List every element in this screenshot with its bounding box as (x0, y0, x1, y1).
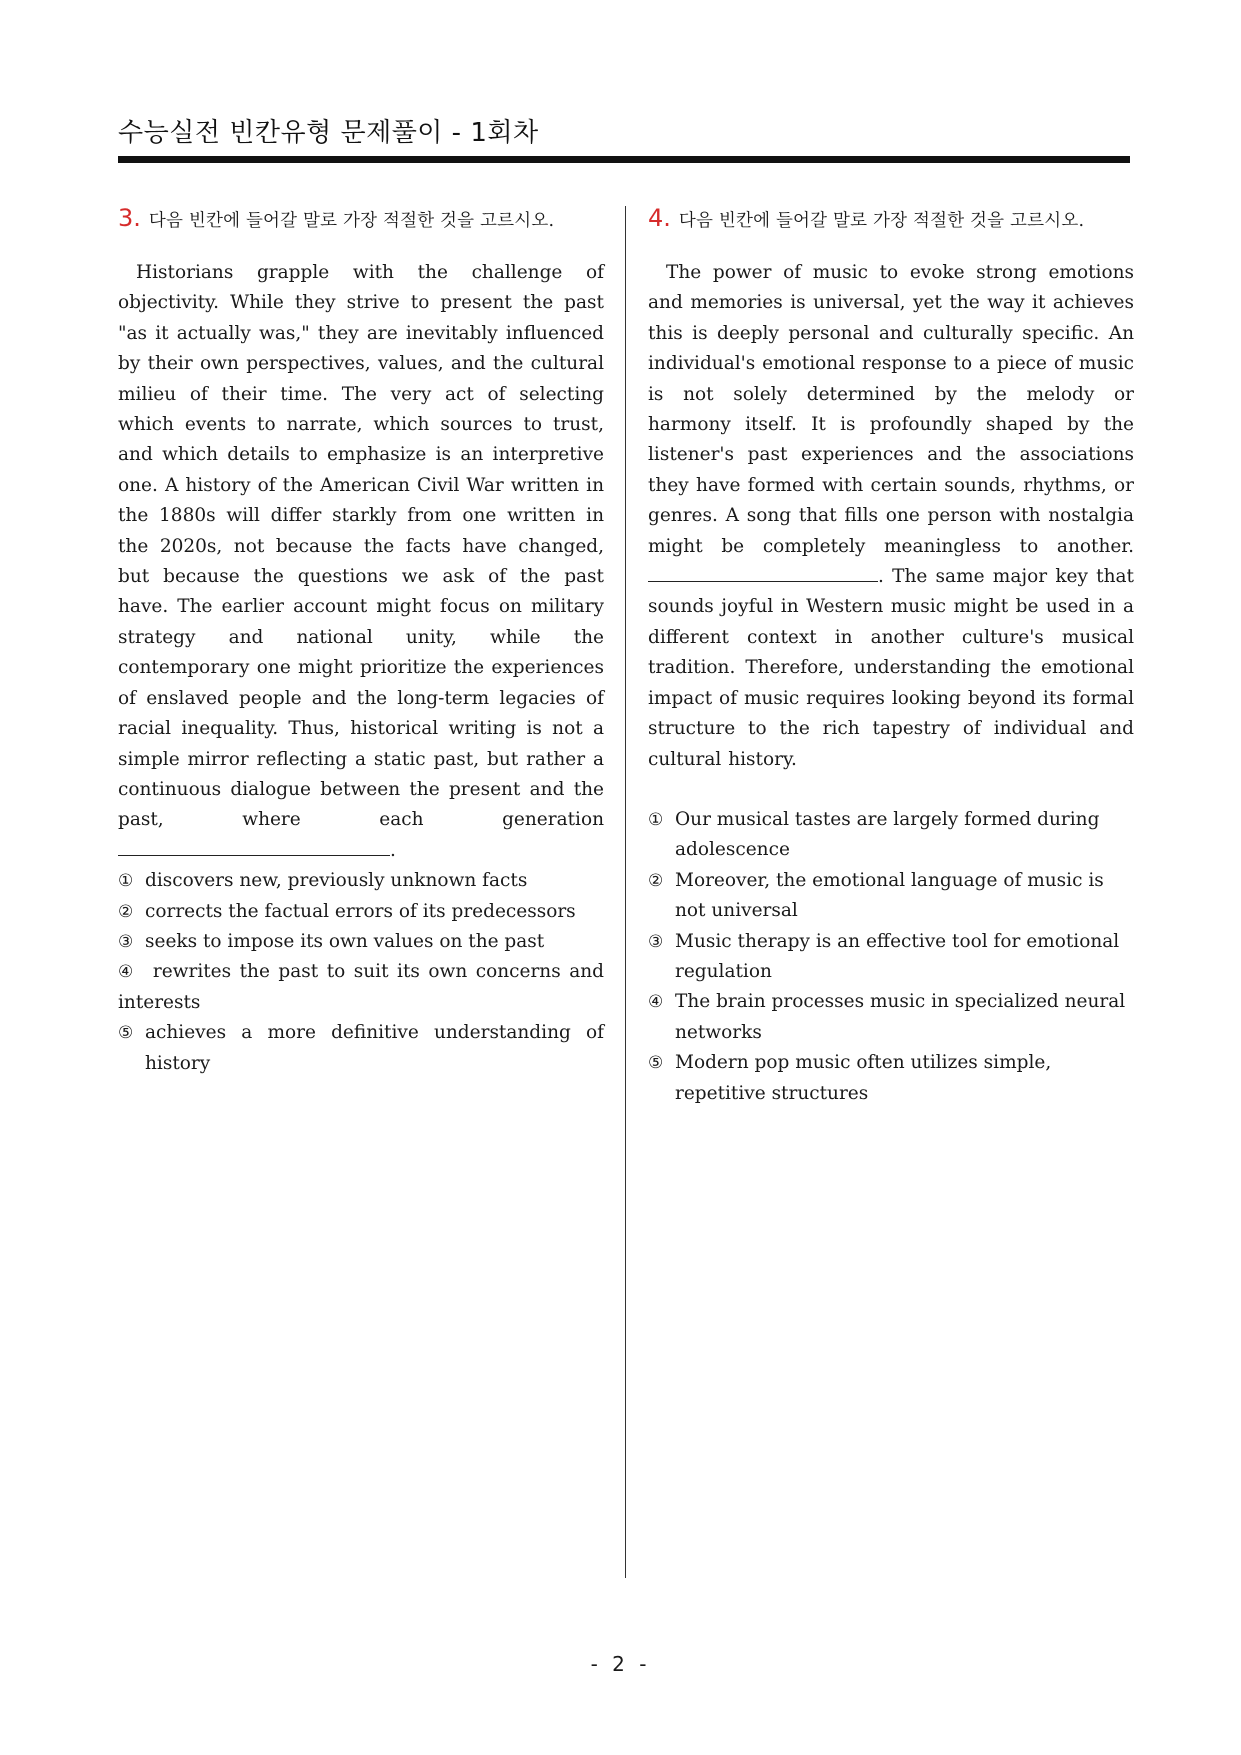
passage (118, 258, 604, 866)
choice-mark: ① (648, 809, 664, 830)
choice-mark: ⑤ (648, 1053, 664, 1074)
choice-text: rewrites the past to suit its own concerns and interests (118, 961, 605, 1013)
choice-text: achieves a more definitive understanding of history (145, 1022, 604, 1074)
passage (648, 258, 1134, 775)
choice-2[interactable] (648, 866, 1134, 927)
question-number: 3. (118, 204, 141, 232)
choice-mark: ④ (648, 992, 664, 1013)
answer-choices (118, 866, 604, 1079)
page-header-title: 수능실전 빈칸유형 문제풀이 - 1회차 (118, 118, 539, 148)
choice-4[interactable] (648, 987, 1134, 1048)
choice-mark: ⑤ (118, 1023, 134, 1044)
choice-text: The brain processes music in specialized neural networks (675, 991, 1126, 1043)
choice-text: Music therapy is an effective tool for emotional regulation (675, 930, 1120, 982)
choice-mark: ② (648, 870, 664, 891)
choice-5[interactable] (648, 1048, 1134, 1109)
passage-text: Historians grapple with the challenge of objectivity. While they strive to present the past "as it actually was," they are inevitably influenced by their own perspectives, values, and the cultural milieu of their time. The very act of selecting which events to narrate, which sources to trust, and which details to emphasize is an interpretive one. A history of the American Civil War written in the 1880s will differ starkly from one written in the 2020s, not because the facts have changed, but because the questions we ask of the past have. The earlier account might focus on military strategy and national unity, while the contemporary one might prioritize the experiences of enslaved people and the long-term legacies of racial inequality. Thus, historical writing is not a simple mirror reflecting a static past, but rather a continuous dialogue between the present and the past, where each generation (118, 262, 604, 831)
choice-1[interactable] (118, 866, 604, 896)
choice-1[interactable] (648, 805, 1134, 866)
answer-choices (648, 805, 1134, 1109)
answer-blank (648, 563, 878, 582)
question-number: 4. (648, 204, 671, 232)
choice-mark: ③ (118, 931, 134, 952)
page-number: - 2 - (590, 1652, 651, 1676)
choice-4[interactable] (118, 957, 604, 1018)
column-divider (625, 206, 626, 1578)
question-header (648, 204, 1134, 232)
choice-mark: ③ (648, 931, 664, 952)
choice-5[interactable] (118, 1018, 604, 1079)
choice-text: corrects the factual errors of its predecessors (145, 900, 576, 922)
choice-mark: ④ (118, 962, 136, 983)
choice-mark: ① (118, 871, 134, 892)
header-rule (118, 156, 1130, 163)
choice-3[interactable] (118, 927, 604, 957)
passage-text-end: . The same major key that sounds joyful in Western music might be used in a different context in another culture's musical tradition. Therefore, understanding the emotional impact of music requires looking beyond its formal structure to the rich tapestry of individual and cultural history. (648, 566, 1134, 770)
choice-3[interactable] (648, 927, 1134, 988)
choice-text: seeks to impose its own values on the past (145, 930, 545, 952)
question-prompt: 다음 빈칸에 들어갈 말로 가장 적절한 것을 고르시오. (678, 211, 1085, 231)
choice-mark: ② (118, 901, 134, 922)
choice-text: Moreover, the emotional language of music is not universal (675, 869, 1104, 922)
question-4 (648, 204, 1134, 1109)
choice-text: Modern pop music often utilizes simple, repetitive structures (675, 1052, 1052, 1104)
choice-text: discovers new, previously unknown facts (145, 870, 528, 892)
passage-text-end: . (390, 839, 396, 861)
answer-blank (118, 837, 390, 856)
question-header (118, 204, 604, 232)
question-3 (118, 204, 604, 1079)
choice-2[interactable] (118, 897, 604, 927)
choice-text: Our musical tastes are largely formed during adolescence (675, 808, 1100, 861)
question-prompt: 다음 빈칸에 들어갈 말로 가장 적절한 것을 고르시오. (148, 211, 555, 231)
passage-text: The power of music to evoke strong emotions and memories is universal, yet the way it achieves this is deeply personal and culturally specific. An individual's emotional response to a piece of music is not solely determined by the melody or harmony itself. It is profoundly shaped by the listener's past experiences and the associations they have formed with certain sounds, rhythms, or genres. A song that fills one person with nostalgia might be completely meaningless to another. (648, 262, 1134, 557)
